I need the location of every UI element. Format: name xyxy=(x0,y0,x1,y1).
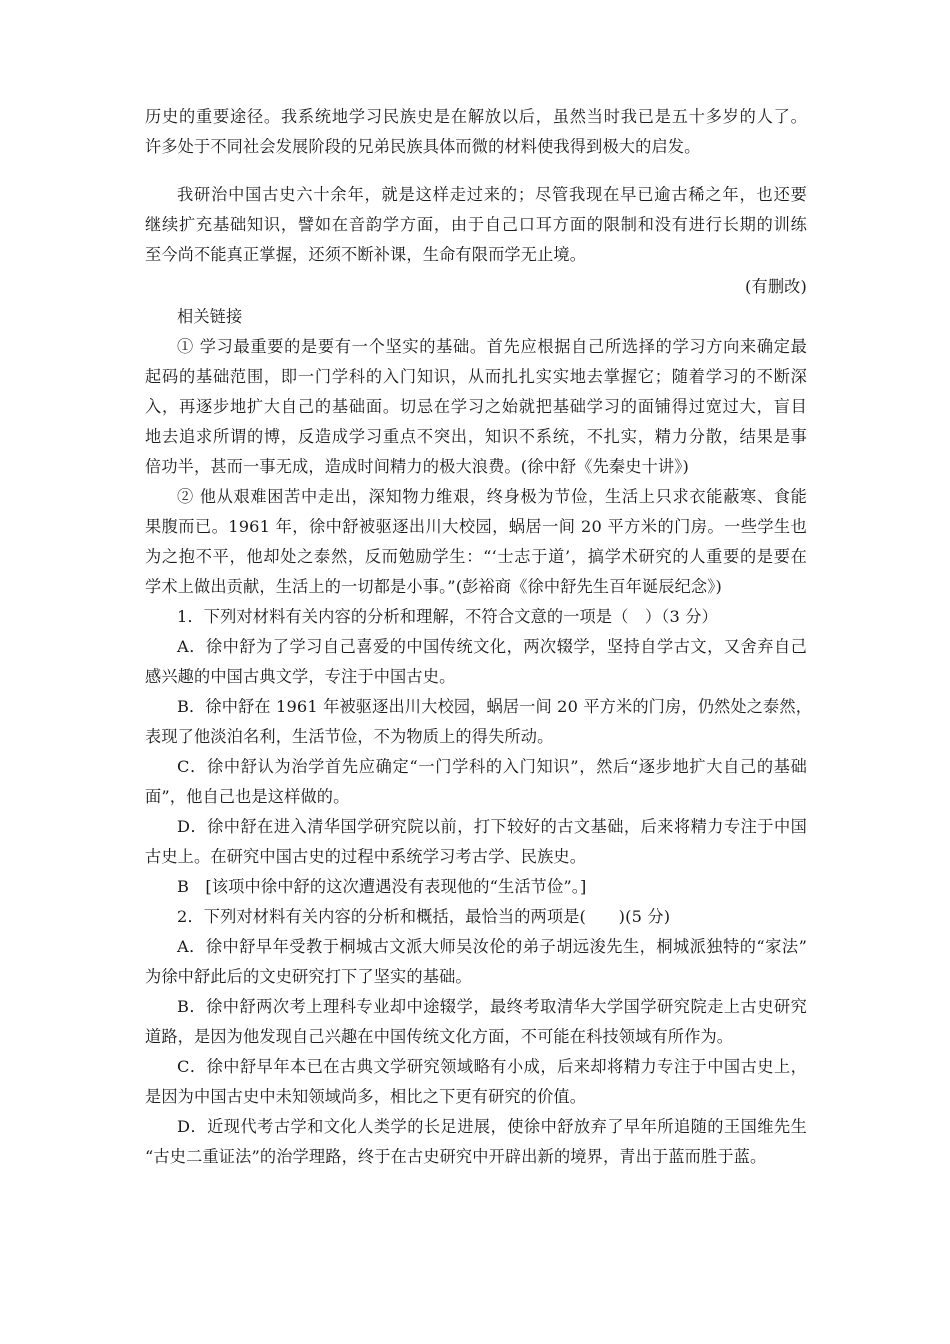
option-line: “古史二重证法”的治学理路，终于在古史研究中开辟出新的境界，青出于蓝而胜于蓝。 xyxy=(145,1147,767,1166)
source-note: (有删改) xyxy=(745,277,807,296)
text-line: 我研治中国古史六十余年，就是这样走过来的；尽管我现在早已逾古稀之年，也还要 xyxy=(177,185,807,204)
option-line: 古史上。在研究中国古史的过程中系统学习考古学、民族史。 xyxy=(145,847,587,866)
section-heading: 相关链接 xyxy=(177,307,243,326)
option-line: C．徐中舒认为治学首先应确定“一门学科的入门知识”，然后“逐步地扩大自己的基础 xyxy=(177,757,807,776)
option-line: B．徐中舒在 1961 年被驱逐出川大校园，蜗居一间 20 平方米的门房，仍然处之泰然， xyxy=(177,697,813,716)
question-1: 1．下列对材料有关内容的分析和理解，不符合文意的一项是（ ）（3 分） xyxy=(177,607,718,626)
question-2: 2．下列对材料有关内容的分析和概括，最恰当的两项是( )(5 分) xyxy=(177,907,671,926)
text-line: 为之抱不平，他却处之泰然，反而勉励学生：“‘士志于道’，搞学术研究的人重要的是要在 xyxy=(145,547,807,566)
answer-line: B [该项中徐中舒的这次遭遇没有表现他的“生活节俭”。] xyxy=(177,877,587,896)
option-line: D．徐中舒在进入清华国学研究院以前，打下较好的古文基础，后来将精力专注于中国 xyxy=(177,817,807,836)
text-line: 起码的基础范围，即一门学科的入门知识，从而扎扎实实地去掌握它；随着学习的不断深 xyxy=(145,367,807,386)
text-line: 继续扩充基础知识，譬如在音韵学方面，由于自己口耳方面的限制和没有进行长期的训练 xyxy=(145,215,807,234)
text-line: 学术上做出贡献，生活上的一切都是小事。”(彭裕商《徐中舒先生百年诞辰纪念》) xyxy=(145,577,722,596)
option-line: A．徐中舒早年受教于桐城古文派大师吴汝伦的弟子胡远浚先生，桐城派独特的“家法” xyxy=(177,937,807,956)
text-line: ① 学习最重要的是要有一个坚实的基础。首先应根据自己所选择的学习方向来确定最 xyxy=(177,337,807,356)
text-line: 许多处于不同社会发展阶段的兄弟民族具体而微的材料使我得到极大的启发。 xyxy=(145,137,701,156)
text-line: 果腹而已。1961 年，徐中舒被驱逐出川大校园，蜗居一间 20 平方米的门房。一些学生也 xyxy=(145,517,807,536)
option-line: 是因为中国古史中未知领域尚多，相比之下更有研究的价值。 xyxy=(145,1087,587,1106)
text-line: 至今尚不能真正掌握，还须不断补课，生命有限而学无止境。 xyxy=(145,245,587,264)
text-line: ② 他从艰难困苦中走出，深知物力维艰，终身极为节俭，生活上只求衣能蔽寒、食能 xyxy=(177,487,807,506)
option-line: 感兴趣的中国古典文学，专注于中国古史。 xyxy=(145,667,456,686)
option-line: A．徐中舒为了学习自己喜爱的中国传统文化，两次辍学，坚持自学古文，又舍弃自己 xyxy=(177,637,807,656)
option-line: C．徐中舒早年本已在古典文学研究领域略有小成，后来却将精力专注于中国古史上， xyxy=(177,1057,807,1076)
option-line: B．徐中舒两次考上理科专业却中途辍学，最终考取清华大学国学研究院走上古史研究 xyxy=(177,997,807,1016)
text-line: 历史的重要途径。我系统地学习民族史是在解放以后，虽然当时我已是五十多岁的人了。 xyxy=(145,107,807,126)
option-line: 表现了他淡泊名利，生活节俭，不为物质上的得失所动。 xyxy=(145,727,554,746)
text-line: 入，再逐步地扩大自己的基础面。切忌在学习之始就把基础学习的面铺得过宽过大，盲目 xyxy=(145,397,807,416)
option-line: 道路，是因为他发现自己兴趣在中国传统文化方面，不可能在科技领域有所作为。 xyxy=(145,1027,734,1046)
option-line: D．近现代考古学和文化人类学的长足进展，使徐中舒放弃了早年所追随的王国维先生 xyxy=(177,1117,807,1136)
option-line: 为徐中舒此后的文史研究打下了坚实的基础。 xyxy=(145,967,472,986)
text-line: 地去追求所谓的博，反造成学习重点不突出，知识不系统，不扎实，精力分散，结果是事 xyxy=(145,427,807,446)
text-line: 倍功半，甚而一事无成，造成时间精力的极大浪费。(徐中舒《先秦史十讲》) xyxy=(145,457,689,476)
option-line: 面”，他自己也是这样做的。 xyxy=(145,787,350,806)
